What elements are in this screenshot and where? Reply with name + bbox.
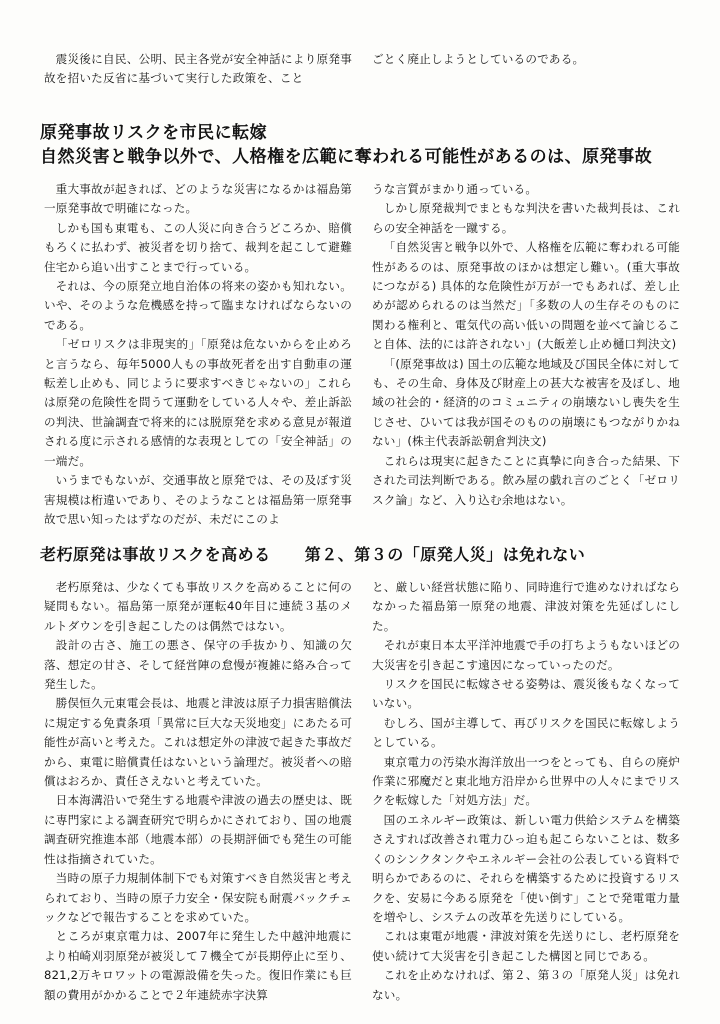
paragraph: 「(原発事故は) 国土の広範な地域及び国民全体に対しても、その生命、身体及び財産上の甚大な被害を及ぼし、地域の社会的・経済的のコミュニティの崩壊ないし喪失を生じさせ、ひいては我が国そのものの崩壊にもつながりかねない」(株主代表訴訟朝倉判決文) <box>372 356 680 449</box>
section2-title <box>40 542 585 565</box>
paragraph: いうまでもないが、交通事故と原発では、その及ぼす災害規模は桁違いであり、そのようなことは福島第一原発事故で思い知ったはずなのだが、未だにこのよ <box>44 473 352 526</box>
top-right-column <box>372 50 680 69</box>
top-left-column <box>44 50 352 89</box>
paragraph: うな言質がまかり通っている。 <box>372 182 538 196</box>
section2-title-left: 老朽原発は事故リスクを高める <box>40 545 271 564</box>
paragraph: しかも国も東電も、この人災に向き合うどころか、賠償もろくに払わず、被災者を切り捨て、裁判を起こして避難住宅から追い出すことまで行っている。 <box>44 220 352 274</box>
paragraph: 重大事故が起きれば、どのような災害になるかは福島第一原発事故で明確になった。 <box>44 182 352 216</box>
paragraph: これは東電が地震・津波対策を先送りにし、老朽原発を使い続けて大災害を引き起こした構図と同じである。 <box>372 929 680 963</box>
paragraph: 震災後に自民、公明、民主各党が安全神話により原発事故を招いた反省に基づいて実行した政策を、こと <box>44 52 352 86</box>
paragraph: と、厳しい経営状態に陥り、同時進行で進めなければならなかった福島第一原発の地震、津波対策を先延ばしにした。 <box>372 580 680 633</box>
section1-right-column <box>372 180 680 510</box>
paragraph: 老朽原発は、少なくても事故リスクを高めることに何の疑問もない。福島第一原発が運転40年目に連続３基のメルトダウンを引き起こしたのは偶然ではない。 <box>44 580 352 633</box>
paragraph: これらは現実に起きたことに真摯に向き合った結果、下された司法判断である。飲み屋の戯れ言のごとく「ゼロリスク論」など、入り込む余地はない。 <box>372 453 680 507</box>
section1-left-column <box>44 180 352 529</box>
paragraph: リスクを国民に転嫁させる姿勢は、震災後もなくなっていない。 <box>372 677 680 711</box>
paragraph: それは、今の原発立地自治体の将来の姿かも知れない。いや、そのような危機感を持って臨まなければならないのである。 <box>44 279 352 332</box>
paragraph: しかし原発裁判でまともな判決を書いた裁判長は、これらの安全神話を一蹴する。 <box>372 201 680 235</box>
section2-right-column <box>372 578 680 1005</box>
paragraph: 設計の古さ、施工の悪さ、保守の手抜かり、知識の欠落、想定の甘さ、そして経営陣の怠慢が複雑に絡み合って発生した。 <box>44 638 352 692</box>
paragraph: ところが東京電力は、2007年に発生した中越沖地震により柏崎刈羽原発が被災して７機全てが長期停止に至り、821,2万キロワットの電源設備を失った。復旧作業にも巨額の費用がかかることで２年連続赤字決算 <box>44 929 352 1002</box>
paragraph: 勝俣恒久元東電会長は、地震と津波は原子力損害賠償法に規定する免責条項「異常に巨大な天災地変」にあたる可能性が高いと考えた。これは想定外の津波で起きた事故だから、東電に賠償責任はないという論理だ。被災者への賠償はおろか、責任さえないと考えていた。 <box>44 696 352 789</box>
paragraph: 当時の原子力規制体制下でも対策すべき自然災害と考えられており、当時の原子力安全・保安院も耐震バックチェックなどで報告することを求めていた。 <box>44 871 352 924</box>
paragraph: 日本海溝沿いで発生する地震や津波の過去の歴史は、既に専門家による調査研究で明らかにされており、国の地震調査研究推進本部（地震本部）の長期評価でも発生の可能性は指摘されていた。 <box>44 793 352 866</box>
paragraph: 「ゼロリスクは非現実的」「原発は危ないからを止めろと言うなら、毎年5000人もの事故死者を出す自動車の運転差し止めも、同じように要求すべきじゃないの」これらは原発の危険性を問うて運動をしている人々や、差止訴訟の判決、世論調査で将来的には脱原発を求める意見が報道される度に示される感情的な表現としての「安全神話」の一端だ。 <box>44 337 352 468</box>
paragraph: 「自然災害と戦争以外で、人格権を広範に奪われる可能性があるのは、原発事故のほかは想定し難い。(重大事故につながる) 具体的な危険性が万が一でもあれば、差し止めが認められるのは当然だ」「多数の人の生存そのものに関わる権利と、電気代の高い低いの問題を並べて論じること自体、法的には許されない」(大飯差し止め樋口判決文) <box>372 240 680 352</box>
section1-subtitle: 自然災害と戦争以外で、人格権を広範に奪われる可能性があるのは、原発事故 <box>40 147 653 167</box>
paragraph: 東京電力の汚染水海洋放出一つをとっても、自らの廃炉作業に邪魔だと東北地方沿岸から世界中の人々にまでリスクを転嫁した「対処方法」だ。 <box>372 754 680 808</box>
section2-title-right: 第２、第３の「原発人災」は免れない <box>304 545 586 564</box>
section2-left-column <box>44 578 352 1005</box>
paragraph: それが東日本太平洋沖地震で手の打ちようもないほどの大災害を引き起こす遠因になっていったのだ。 <box>372 638 680 672</box>
paragraph: これを止めなければ、第２、第３の「原発人災」は免れない。 <box>372 968 680 1002</box>
paragraph: 国のエネルギー政策は、新しい電力供給システムを構築さえすれば改善され電力ひっ迫も起こらないことは、数多くのシンクタンクやエネルギー会社の公表している資料で明らかであるのに、それらを構築するために投資するリスクを、安易に今ある原発を「使い倒す」ことで発電電力量を増やし、システムの改革を先送りにしている。 <box>372 812 680 924</box>
paragraph: ごとく廃止しようとしているのである。 <box>372 52 585 66</box>
paragraph: むしろ、国が主導して、再びリスクを国民に転嫁しようとしている。 <box>372 715 680 750</box>
section1-title: 原発事故リスクを市民に転嫁 <box>40 123 268 143</box>
